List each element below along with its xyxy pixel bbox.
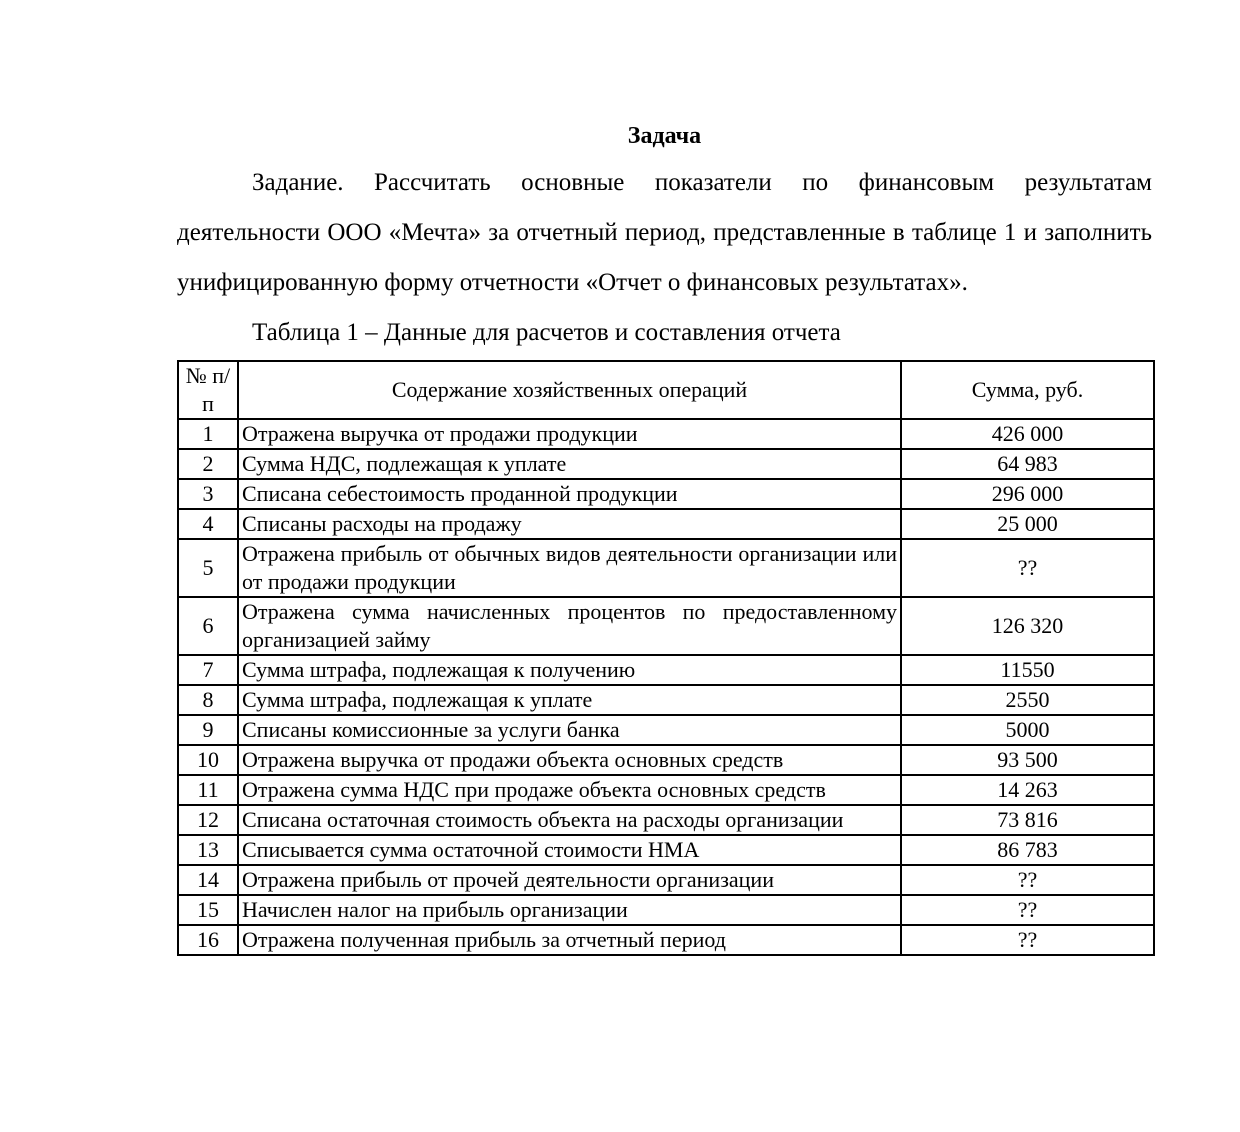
- table-row: [178, 745, 1154, 775]
- row-number: 16: [178, 925, 238, 955]
- table-row: [178, 805, 1154, 835]
- table-row: [178, 685, 1154, 715]
- row-operation: Списаны расходы на продажу: [238, 509, 901, 539]
- row-sum: ??: [901, 539, 1154, 597]
- row-operation: Отражена полученная прибыль за отчетный период: [238, 925, 901, 955]
- row-operation: Отражена прибыль от обычных видов деятельности организации или от продажи продукции: [238, 539, 901, 597]
- table-row: [178, 655, 1154, 685]
- header-operation: Содержание хозяйственных операций: [238, 361, 901, 419]
- row-number: 1: [178, 419, 238, 449]
- operations-table: [177, 360, 1155, 956]
- row-operation: Сумма штрафа, подлежащая к получению: [238, 655, 901, 685]
- row-sum: 296 000: [901, 479, 1154, 509]
- document-page: [177, 118, 1152, 956]
- table-header-row: [178, 361, 1154, 419]
- row-operation: Отражена выручка от продажи продукции: [238, 419, 901, 449]
- row-sum: 11550: [901, 655, 1154, 685]
- row-number: 11: [178, 775, 238, 805]
- row-number: 10: [178, 745, 238, 775]
- row-sum: ??: [901, 865, 1154, 895]
- row-operation: Отражена сумма НДС при продаже объекта основных средств: [238, 775, 901, 805]
- row-sum: 5000: [901, 715, 1154, 745]
- table-caption: Таблица 1 – Данные для расчетов и составления отчета: [252, 319, 841, 346]
- row-operation: Списана себестоимость проданной продукции: [238, 479, 901, 509]
- table-row: [178, 449, 1154, 479]
- row-operation: Списаны комиссионные за услуги банка: [238, 715, 901, 745]
- table-row: [178, 895, 1154, 925]
- table-row: [178, 597, 1154, 655]
- table-row: [178, 479, 1154, 509]
- table-row: [178, 775, 1154, 805]
- row-number: 14: [178, 865, 238, 895]
- row-operation: Сумма НДС, подлежащая к уплате: [238, 449, 901, 479]
- row-operation: Начислен налог на прибыль организации: [238, 895, 901, 925]
- row-number: 3: [178, 479, 238, 509]
- row-sum: 426 000: [901, 419, 1154, 449]
- row-number: 2: [178, 449, 238, 479]
- row-operation: Отражена сумма начисленных процентов по предоставленному организацией займу: [238, 597, 901, 655]
- header-sum: Сумма, руб.: [901, 361, 1154, 419]
- row-operation: Отражена прибыль от прочей деятельности организации: [238, 865, 901, 895]
- table-row: [178, 419, 1154, 449]
- row-sum: 126 320: [901, 597, 1154, 655]
- row-number: 8: [178, 685, 238, 715]
- row-number: 5: [178, 539, 238, 597]
- task-paragraph: Задание. Рассчитать основные показатели по финансовым результатам деятельности ООО «Мечта» за отчетный период, представленные в таблице 1 и заполнить унифицированную форму отчетности «Отчет о финансовых результатах».: [177, 169, 1152, 296]
- row-number: 12: [178, 805, 238, 835]
- row-number: 9: [178, 715, 238, 745]
- table-row: [178, 509, 1154, 539]
- table-row: [178, 539, 1154, 597]
- row-number: 4: [178, 509, 238, 539]
- table-body: [178, 419, 1154, 955]
- row-sum: 25 000: [901, 509, 1154, 539]
- header-num: № п/п: [178, 361, 238, 419]
- row-number: 13: [178, 835, 238, 865]
- table-row: [178, 715, 1154, 745]
- row-operation: Отражена выручка от продажи объекта основных средств: [238, 745, 901, 775]
- row-sum: 93 500: [901, 745, 1154, 775]
- row-sum: 64 983: [901, 449, 1154, 479]
- row-number: 7: [178, 655, 238, 685]
- row-number: 6: [178, 597, 238, 655]
- row-operation: Списана остаточная стоимость объекта на расходы организации: [238, 805, 901, 835]
- row-sum: ??: [901, 925, 1154, 955]
- table-row: [178, 925, 1154, 955]
- document-heading: Задача: [627, 123, 702, 149]
- row-sum: 86 783: [901, 835, 1154, 865]
- row-sum: 14 263: [901, 775, 1154, 805]
- row-sum: 73 816: [901, 805, 1154, 835]
- row-number: 15: [178, 895, 238, 925]
- row-operation: Списывается сумма остаточной стоимости НМА: [238, 835, 901, 865]
- table-row: [178, 835, 1154, 865]
- row-sum: ??: [901, 895, 1154, 925]
- table-row: [178, 865, 1154, 895]
- row-sum: 2550: [901, 685, 1154, 715]
- row-operation: Сумма штрафа, подлежащая к уплате: [238, 685, 901, 715]
